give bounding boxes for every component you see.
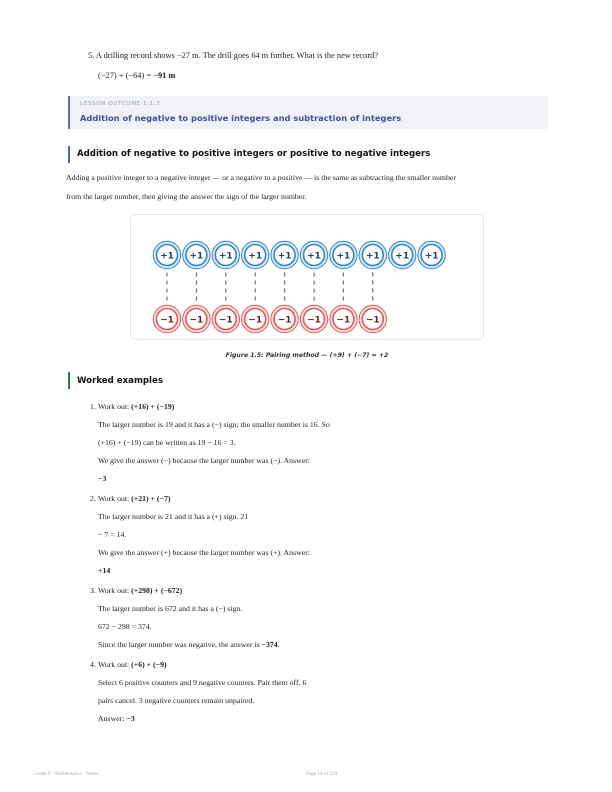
positive-counter (271, 241, 298, 268)
negative-counter (212, 305, 239, 332)
prompt-text: Work out: (98, 660, 132, 669)
footer-left: Grade 9 · Mathematics · Notes (34, 771, 99, 777)
answer-value: +14 (98, 566, 111, 575)
answer-value: −3 (126, 714, 135, 723)
svg-text:−1: −1 (218, 315, 233, 326)
svg-text:+1: +1 (424, 251, 439, 262)
positive-counter (418, 241, 445, 268)
question-5: 5. A drilling record shows −27 m. The drill goes 64 m further. What is the new record? (88, 51, 379, 60)
positive-counter (300, 241, 327, 268)
example-4-answer (98, 714, 135, 723)
svg-text:+1: +1 (395, 251, 410, 262)
svg-text:+1: +1 (248, 251, 263, 262)
figure-caption: Figure 1.5: Pairing method — (+9) + (−7) = +2 (225, 352, 389, 359)
positive-counter (153, 241, 180, 268)
svg-text:−1: −1 (189, 315, 204, 326)
svg-text:+1: +1 (365, 251, 380, 262)
lesson-outcome-box (68, 96, 548, 129)
example-2-line-1: The larger number is 21 and it has a (+) sign. 21 (98, 512, 249, 521)
svg-text:+1: +1 (189, 251, 204, 262)
answer-value: −374 (261, 640, 278, 649)
positive-counter (330, 241, 357, 268)
svg-text:−1: −1 (248, 315, 263, 326)
svg-text:−1: −1 (307, 315, 321, 326)
example-4-line-1: Select 6 positive counters and 9 negative counters. Pair them off. 6 (98, 678, 307, 687)
example-1-answer (98, 474, 106, 483)
prompt-text: Work out: (98, 494, 132, 503)
answer-prefix: Answer: (98, 714, 127, 723)
negative-counter (183, 305, 210, 332)
svg-text:+1: +1 (277, 251, 292, 262)
svg-text:+1: +1 (218, 251, 233, 262)
svg-text:−1: −1 (336, 315, 351, 326)
worked-examples-accent-bar (68, 372, 70, 389)
prompt-expression: (+298) + (−672) (131, 586, 183, 595)
example-2-answer (98, 566, 110, 575)
positive-counter (212, 241, 239, 268)
answer-value: −3 (98, 474, 107, 483)
answer-expression: (−27) + (−64) = (98, 71, 154, 80)
example-1-number: 1. (90, 402, 96, 411)
negative-counter (271, 305, 298, 332)
positive-counter (359, 241, 386, 268)
positive-counter (242, 241, 269, 268)
example-1-line-2: (+16) + (−19) can be written as 19 − 16 = 3. (98, 438, 236, 447)
prompt-text: Work out: (98, 402, 132, 411)
prompt-expression: (+16) + (−19) (131, 402, 175, 411)
lesson-outcome-title: Addition of negative to positive integers and subtraction of integers (80, 113, 402, 123)
figure-frame (130, 214, 484, 340)
worked-examples-title: Worked examples (77, 376, 163, 386)
prompt-expression: (+6) + (−9) (131, 660, 167, 669)
example-4-prompt (98, 660, 167, 669)
section-title: Addition of negative to positive integers or positive to negative integers (77, 149, 431, 159)
question-5-answer (98, 71, 175, 80)
prompt-expression: (+21) + (−7) (131, 494, 171, 503)
footer-page-number: Page 10 of 219 (306, 771, 338, 777)
section-accent-bar (68, 146, 70, 163)
example-3-number: 3. (90, 586, 96, 595)
negative-counter (359, 305, 386, 332)
example-4-line-2: pairs cancel. 3 negative counters remain unpaired. (98, 696, 255, 705)
negative-counter (300, 305, 327, 332)
svg-text:−1: −1 (277, 315, 292, 326)
svg-text:+1: +1 (336, 251, 351, 262)
example-3-line-2: 672 − 298 = 374. (98, 622, 152, 631)
svg-text:−1: −1 (365, 315, 380, 326)
negative-counter (242, 305, 269, 332)
example-3-line-1: The larger number is 672 and it has a (−) sign. (98, 604, 243, 613)
example-3-prompt (98, 586, 182, 595)
positive-counter (183, 241, 210, 268)
answer-value: −91 m (153, 71, 176, 80)
prompt-text: Work out: (98, 586, 132, 595)
negative-counter (153, 305, 180, 332)
section-paragraph-line-2: from the larger number, then giving the answer the sign of the larger number. (66, 192, 307, 201)
line-end: . (277, 640, 280, 649)
positive-counter (389, 241, 416, 268)
negative-counter (330, 305, 357, 332)
example-2-line-3: We give the answer (+) because the larger number was (+). Answer: (98, 548, 310, 557)
example-2-number: 2. (90, 494, 96, 503)
example-1-line-1: The larger number is 19 and it has a (−) sign; the smaller number is 16. So (98, 420, 330, 429)
example-2-line-2: − 7 = 14. (98, 530, 127, 539)
example-2-prompt (98, 494, 170, 503)
example-1-line-3: We give the answer (−) because the larger number was (−). Answer: (98, 456, 310, 465)
line-text: Since the larger number was negative, the answer is (98, 640, 262, 649)
svg-text:+1: +1 (307, 251, 321, 262)
section-paragraph-line-1: Adding a positive integer to a negative integer — or a negative to a positive — is the same as subtracting the smaller number (66, 173, 456, 182)
svg-text:−1: −1 (160, 315, 174, 326)
svg-text:+1: +1 (160, 251, 174, 262)
example-3-line-3 (98, 640, 280, 649)
example-1-prompt (98, 402, 174, 411)
pairing-diagram (131, 215, 483, 339)
lesson-outcome-label: LESSON OUTCOME 1.1.3 (80, 101, 161, 107)
example-4-number: 4. (90, 660, 96, 669)
